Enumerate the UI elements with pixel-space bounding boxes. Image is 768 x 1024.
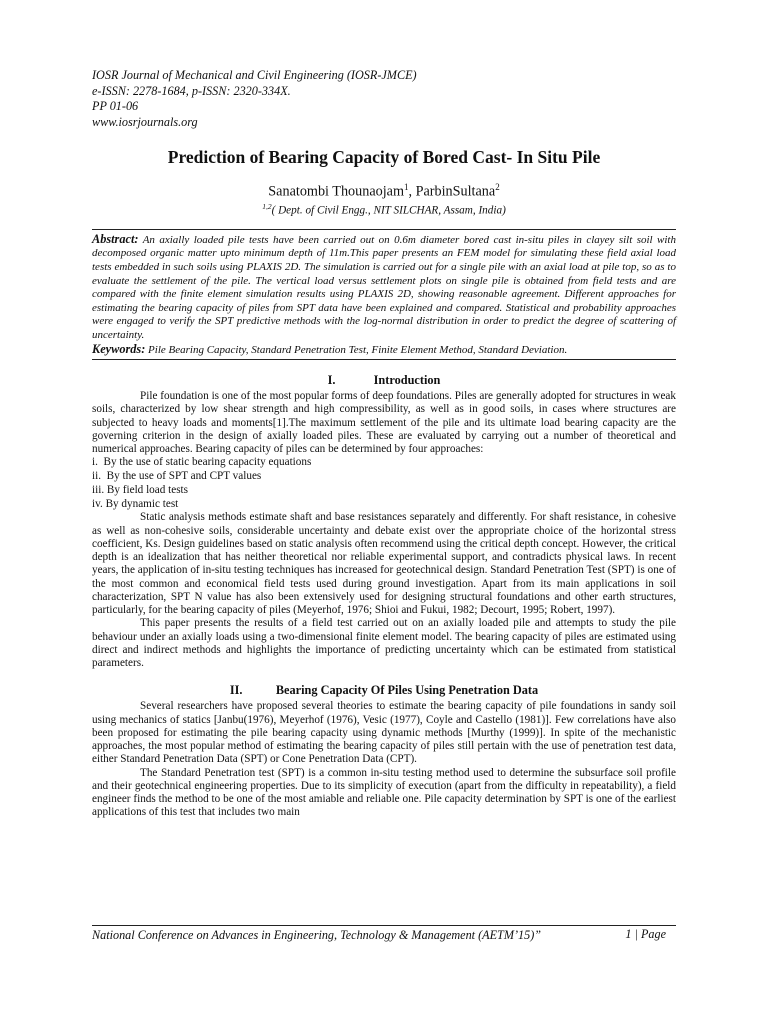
abstract-label: Abstract: bbox=[92, 231, 139, 246]
list-item: iv. By dynamic test bbox=[92, 497, 179, 510]
list-item: i. By the use of static bearing capacity equations bbox=[92, 456, 312, 469]
section-heading-2 bbox=[92, 683, 676, 698]
paper-title: Prediction of Bearing Capacity of Bored Cast- In Situ Pile bbox=[167, 147, 601, 168]
keywords-text: Pile Bearing Capacity, Standard Penetration Test, Finite Element Method, Standard Deviation. bbox=[145, 343, 568, 356]
intro-paragraph-3: This paper presents the results of a field test carried out on an axially loaded pile and attempts to study the pile behaviour under an axially loads using a two-dimensional finite element model. The bearing capacity of piles are estimated using direct and indirect methods and highlights the importance of predicting uncertainty which can be estimated from statistical parameters. bbox=[92, 617, 676, 670]
keywords-paragraph bbox=[92, 343, 676, 358]
approaches-list bbox=[92, 456, 676, 511]
conference-name: National Conference on Advances in Engineering, Technology & Management (AETM’15)” bbox=[92, 928, 542, 942]
journal-issn: e-ISSN: 2278-1684, p-ISSN: 2320-334X. bbox=[92, 83, 291, 98]
list-item: iii. By field load tests bbox=[92, 483, 189, 496]
author-2-sup: 2 bbox=[495, 182, 500, 193]
author-separator: , bbox=[408, 184, 416, 201]
author-1-sup: 1 bbox=[403, 182, 409, 193]
section-1-title: Introduction bbox=[373, 373, 441, 388]
author-1: Sanatombi Thounaojam bbox=[268, 184, 404, 201]
abstract-text: An axially loaded pile tests have been carried out on 0.6m diameter bored cast in-situ piles in clayey silt soil with decomposed organic matter upto minimum depth of 11m.This paper presents an FEM model for simulating these field axial load tests embedded in such soils using PLAXIS 2D. The simulation is carried out for a single pile with an axial load at pile top, so as to evaluate the settlement of the pile. The vertical load versus settlement plots on single pile is obtained from field tests and are compared with the finite element simulation results using PLAXIS 2D, showing reasonable agreement. Different approaches for estimating the bearing capacity of piles from SPT data have been explained and compared. Statistical and probability approaches were engaged to verify the SPT predictive methods with the log-normal distribution in order to predict the degree of scattering of uncertainty. bbox=[92, 233, 676, 341]
section-2-title: Bearing Capacity Of Piles Using Penetration Data bbox=[275, 683, 539, 698]
author-line bbox=[92, 182, 676, 201]
abstract-box bbox=[92, 229, 676, 360]
section-2-number: II. bbox=[229, 683, 243, 698]
section-heading-1 bbox=[92, 373, 676, 388]
page-footer bbox=[92, 925, 676, 943]
keywords-label: Keywords: bbox=[92, 341, 146, 356]
bearing-paragraph-2: The Standard Penetration test (SPT) is a common in-situ testing method used to determine the subsurface soil profile and their geotechnical engineering properties. Due to its simplicity of execution (apart from the difficulty in repeatability), a field engineer finds the method to be one of the most amiable and reliable one. Pile capacity determination by SPT is one of the earliest applications of this test that includes two main bbox=[92, 766, 676, 819]
author-2: ParbinSultana bbox=[415, 184, 496, 201]
affiliation-text: ( Dept. of Civil Engg., NIT SILCHAR, Assam, India) bbox=[271, 204, 506, 217]
affiliation bbox=[92, 202, 676, 217]
page-number: 1 | Page bbox=[625, 927, 666, 941]
bearing-paragraph-1: Several researchers have proposed several theories to estimate the bearing capacity of pile foundations in sandy soil using mechanics of statics [Janbu(1976), Meyerhof (1976), Vesic (1977), Coyle and Castello (1981)]. Few correlations have also been proposed for estimating the pile bearing capacity using dynamic methods [Murthy (1999)]. In spite of the mechanistic approaches, the most popular method of estimating the bearing capacity of piles still pertain with the use of penetration test data, either Standard Penetration Data (SPT) or Cone Penetration Data (CPT). bbox=[92, 700, 676, 766]
section-1-number: I. bbox=[327, 373, 336, 388]
intro-paragraph-2: Static analysis methods estimate shaft and base resistances separately and differently. For shaft resistance, in cohesive as well as non-cohesive soils, considerable uncertainty and debate exist over the appropriate choice of the horizontal stress coefficient, Ks. Design guidelines based on static analysis often recommend using the critical depth concept. However, the critical depth is an idealization that has neither theoretical nor reliable experimental support, and contradicts physical laws. In recent years, the application of in-situ testing techniques has increased for geotechnical design. Standard Penetration Test (SPT) is one of the most common and economical field tests used during ground investigation. Apart from its main applications in soil characterization, SPT N value has also been extensively used for designing structural foundations and other earth structures, particularly, for the bearing capacity of piles (Meyerhof, 1976; Shioi and Fukui, 1982; Decourt, 1995; Robert, 1997). bbox=[92, 511, 676, 617]
journal-pages: PP 01-06 bbox=[92, 99, 139, 114]
journal-website[interactable]: www.iosrjournals.org bbox=[92, 114, 198, 129]
paper-page bbox=[92, 68, 676, 820]
journal-name: IOSR Journal of Mechanical and Civil Engineering (IOSR-JMCE) bbox=[92, 68, 417, 82]
abstract-paragraph bbox=[92, 233, 676, 343]
affiliation-sup: 1,2 bbox=[262, 202, 272, 212]
list-item: ii. By the use of SPT and CPT values bbox=[92, 470, 262, 483]
journal-header bbox=[92, 68, 676, 130]
intro-paragraph-1: Pile foundation is one of the most popular forms of deep foundations. Piles are generally adopted for structures in weak soils, characterized by low shear strength and high compressibility, as well as in good soils, in cases where structures are subjected to heavy loads and moments[1].The maximum settlement of the pile and its ultimate load bearing capacity are the governing criterion in the design of axially loaded piles. These are evaluated by carrying out a number of theoretical and numerical approaches. Bearing capacity of piles can be determined by four approaches: bbox=[92, 390, 676, 456]
